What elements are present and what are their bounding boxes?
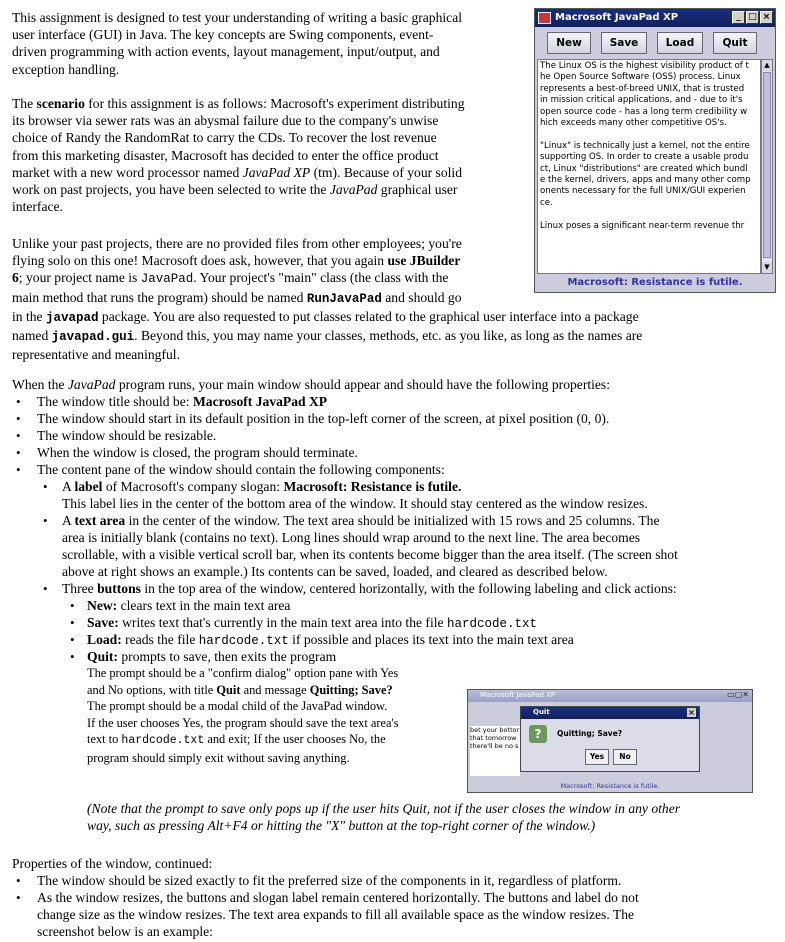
- text: (tm). Because of your solid: [310, 164, 462, 180]
- bullet-icon: •: [16, 890, 21, 905]
- text: choice of Randy the RandomRat to carry the CDs. To recover the lost revenue: [12, 130, 437, 146]
- text-line: e the kernel, drivers, apps and many other comp: [540, 175, 751, 186]
- scroll-up-icon: ▲: [762, 60, 772, 71]
- text: main method that runs the program) should be named: [12, 289, 307, 305]
- code-text: javapad: [45, 310, 99, 325]
- text: interface.: [12, 199, 63, 215]
- text: Unlike your past projects, there are no provided files from other employees; you're: [12, 236, 462, 251]
- property-terminate: When the window is closed, the program should terminate.: [37, 445, 358, 460]
- intro-line: exception handling.: [12, 61, 120, 77]
- code-text: JavaPad: [140, 272, 194, 287]
- property-resizable: The window should be resizable.: [37, 428, 217, 443]
- save-button: Save: [601, 32, 647, 54]
- text: and No options, with title: [87, 682, 217, 697]
- property-position: The window should start in its default position in the top-left corner of the screen, at pixel position (0, 0).: [37, 411, 610, 426]
- dialog-titlebar: [521, 707, 699, 719]
- bold-text: buttons: [97, 581, 141, 596]
- bullet-icon: •: [16, 411, 21, 426]
- text-line: ce.: [540, 197, 553, 208]
- text: ; your project name is: [18, 270, 141, 286]
- text: reads the file: [121, 632, 199, 647]
- property-resize: change size as the window resizes. The text area expands to fill all available space as the window resizes. The: [37, 907, 635, 922]
- text: market with a new word processor named: [12, 164, 243, 180]
- yes-button: Yes: [585, 749, 609, 765]
- textarea-desc: above at right shows an example.) Its contents can be saved, loaded, and cleared as described below.: [62, 564, 608, 579]
- text: A: [62, 479, 75, 494]
- slogan-label: Macrosoft: Resistance is futile.: [567, 277, 743, 288]
- question-icon: ?: [529, 725, 547, 743]
- app-icon: [538, 12, 551, 24]
- new-item: [87, 597, 290, 614]
- text: and should go: [381, 289, 462, 305]
- slogan-label: Macrosoft: Resistance is futile.: [560, 782, 660, 790]
- text: and exit; If the user chooses No, the: [204, 732, 386, 747]
- italic-text: JavaPad: [67, 377, 116, 392]
- bullet-icon: •: [70, 632, 75, 647]
- new-button: New: [547, 32, 591, 54]
- intro-line: This assignment is designed to test your understanding of writing a basic graphical: [12, 10, 463, 25]
- property-size: The window should be sized exactly to fit the preferred size of the components in it, regardless of platform.: [37, 873, 622, 888]
- bullet-icon: •: [16, 445, 21, 460]
- bullet-icon: •: [70, 615, 75, 630]
- bullet-icon: •: [43, 513, 48, 528]
- window-title: Macrosoft JavaPad XP: [480, 691, 556, 699]
- code-text: javapad.gui: [51, 330, 135, 345]
- text: in the center of the window. The text area should be initialized with 15 rows and 25 columns. The: [125, 513, 660, 528]
- quit-details: [87, 665, 462, 767]
- text: writes text that's currently in the main text area into the file: [118, 615, 447, 630]
- buttons-item: [62, 580, 677, 597]
- text: of Macrosoft's company slogan:: [102, 479, 284, 494]
- scroll-down-icon: ▼: [762, 262, 772, 273]
- dialog-message: Quitting; Save?: [557, 729, 623, 738]
- quit-note: [87, 800, 777, 834]
- javapad-window-screenshot: [534, 8, 776, 293]
- text-line: The Linux OS is the highest visibility product of t: [540, 61, 749, 71]
- text-line: ct, Linux "distributions" are created which bundl: [540, 163, 748, 174]
- text-line: bet your bottor: [470, 726, 520, 734]
- quit-button: Quit: [713, 32, 757, 54]
- text: text to: [87, 732, 122, 747]
- window-titlebar: [535, 9, 775, 27]
- no-button: No: [613, 749, 637, 765]
- text-area: [470, 726, 520, 776]
- text: A: [62, 513, 75, 528]
- bold-text: Macrosoft JavaPad XP: [192, 394, 328, 409]
- intro-paragraph: [12, 9, 522, 78]
- text-line: in mission critical applications, and - due to it's: [540, 95, 743, 106]
- continued-heading: Properties of the window, continued:: [12, 856, 213, 871]
- dialog-title: Quit: [533, 708, 550, 716]
- text-line: Linux poses a significant near-term revenue thr: [540, 220, 745, 231]
- bold-text: Load:: [87, 632, 122, 647]
- text: way, such as pressing Alt+F4 or hitting the "X" button at the top-right corner of the window.): [87, 818, 596, 833]
- text: representative and meaningful.: [12, 347, 180, 363]
- text-line: [540, 209, 758, 220]
- text-line: onents necessary for the full UNIX/GUI experien: [540, 186, 746, 197]
- window-title: Macrosoft JavaPad XP: [555, 12, 679, 23]
- text: The prompt should be a "confirm dialog" option pane with Yes: [87, 666, 399, 680]
- textarea-desc: area is initially blank (contains no text). Long lines should wrap around to the next line. The area becomes: [62, 530, 641, 545]
- bold-text: Save:: [87, 615, 119, 630]
- bold-text: 6: [12, 270, 19, 286]
- text: program runs, your main window should appear and should have the following properties:: [115, 377, 610, 392]
- code-text: RunJavaPad: [306, 291, 382, 306]
- bold-text: New:: [87, 598, 118, 613]
- bold-text: label: [74, 479, 103, 494]
- text: work on past projects, you have been selected to write the: [12, 182, 330, 198]
- italic-text: JavaPad XP: [242, 164, 311, 180]
- properties-intro: [12, 376, 610, 393]
- quit-item: [87, 648, 336, 665]
- bullet-icon: •: [70, 598, 75, 613]
- property-content-pane: The content pane of the window should contain the following components:: [37, 462, 445, 477]
- text-line: open source code - has a long term credibility w: [540, 106, 748, 117]
- text: program should simply exit without saving anything.: [87, 750, 350, 765]
- text: flying solo on this one! Macrosoft does ask, however, that you again: [12, 253, 388, 269]
- property-title: [37, 393, 327, 410]
- text: and message: [240, 682, 310, 697]
- text: its browser via sewer rats was an abysmal failure due to the company's unwise: [12, 113, 439, 129]
- text: graphical user: [377, 182, 458, 198]
- bullet-icon: •: [16, 428, 21, 443]
- vertical-scrollbar: [761, 59, 773, 274]
- window-titlebar: [468, 690, 752, 702]
- bullet-icon: •: [43, 479, 48, 494]
- text: for this assignment is as follows: Macrosoft's experiment distributing: [84, 96, 465, 111]
- bold-text: Quit:: [87, 649, 118, 664]
- bold-text: Quitting; Save?: [309, 682, 393, 697]
- text: package. You are also requested to put classes related to the graphical user interface into a package: [98, 308, 639, 324]
- bullet-icon: •: [16, 462, 21, 477]
- label-item: [62, 478, 461, 495]
- label-item-desc: This label lies in the center of the bottom area of the window. It should stay centered as the window resizes.: [62, 496, 648, 511]
- text: prompts to save, then exits the program: [117, 649, 337, 664]
- main-text-area: [537, 59, 761, 274]
- text: The: [12, 96, 37, 111]
- bold-text: use JBuilder: [387, 253, 461, 269]
- code-text: hardcode.txt: [121, 734, 205, 748]
- scroll-thumb: [763, 72, 771, 258]
- text: in the top area of the window, centered horizontally, with the following labeling and click actions:: [140, 581, 677, 596]
- intro-line: driven programming with action events, layout management, input/output, and: [12, 44, 440, 60]
- text-line: he Open Source Software (OSS) process. Linux: [540, 72, 741, 83]
- text-line: [540, 129, 758, 140]
- minimize-icon: _: [732, 11, 745, 24]
- text-line: hich exceeds many other competitive OS's.: [540, 118, 727, 129]
- bold-text: Macrosoft: Resistance is futile.: [283, 479, 462, 494]
- bold-text: Quit: [216, 682, 241, 697]
- bold-text: scenario: [36, 96, 85, 111]
- intro-line: user interface (GUI) in Java. The key concepts are Swing components, event-: [12, 27, 434, 43]
- text: . Beyond this, you may name your classes, methods, etc. as you like, as long as the names are: [134, 328, 643, 344]
- text: (Note that the prompt to save only pops up if the user hits Quit, not if the user closes the window in any other: [87, 801, 681, 816]
- text-line: that tomorrow: [470, 734, 517, 743]
- text-line: "Linux" is technically just a kernel, not the entire: [540, 140, 750, 151]
- textarea-desc: scrollable, with a visible vertical scroll bar, when its contents become bigger than the area itself. (The screen shot: [62, 547, 678, 562]
- text: The prompt should be a modal child of the JavaPad window.: [87, 699, 388, 714]
- italic-text: JavaPad: [329, 182, 378, 198]
- load-button: Load: [657, 32, 703, 54]
- bullet-icon: •: [43, 581, 48, 596]
- code-text: hardcode.txt: [446, 617, 537, 631]
- quit-confirm-dialog: [520, 706, 700, 772]
- text: from this marketing disaster, Macrosoft has decided to enter the office product: [12, 147, 439, 163]
- property-resize: screenshot below is an example:: [37, 924, 213, 939]
- text: The window title should be:: [37, 394, 193, 409]
- bullet-icon: •: [16, 873, 21, 888]
- text: . Your project's "main" class (the class with the: [193, 270, 449, 286]
- bold-text: text area: [74, 513, 126, 528]
- text-line: supporting OS. In order to create a usable produ: [540, 152, 749, 163]
- scenario-paragraph: [12, 95, 527, 215]
- text: Three: [62, 581, 98, 596]
- close-icon: ×: [688, 708, 695, 717]
- text: named: [12, 328, 52, 344]
- quit-dialog-screenshot: [467, 689, 753, 793]
- text: When the: [12, 377, 68, 392]
- text-line: represents a best-of-breed UNIX, that is trusted: [540, 83, 745, 94]
- bullet-icon: •: [16, 394, 21, 409]
- window-controls-icon: ▭▢✕: [727, 690, 749, 699]
- text-line: there'll be no s: [470, 742, 519, 751]
- bullet-icon: •: [70, 649, 75, 664]
- close-icon: ×: [760, 11, 773, 24]
- textarea-item: [62, 512, 659, 529]
- text: in the: [12, 308, 46, 324]
- text: clears text in the main text area: [117, 598, 291, 613]
- text: if possible and places its text into the main text area: [288, 632, 574, 647]
- text: If the user chooses Yes, the program should save the text area's: [87, 715, 399, 730]
- code-text: hardcode.txt: [198, 634, 289, 648]
- maximize-icon: □: [746, 11, 759, 24]
- property-resize: As the window resizes, the buttons and slogan label remain centered horizontally. The buttons and label do not: [37, 890, 639, 905]
